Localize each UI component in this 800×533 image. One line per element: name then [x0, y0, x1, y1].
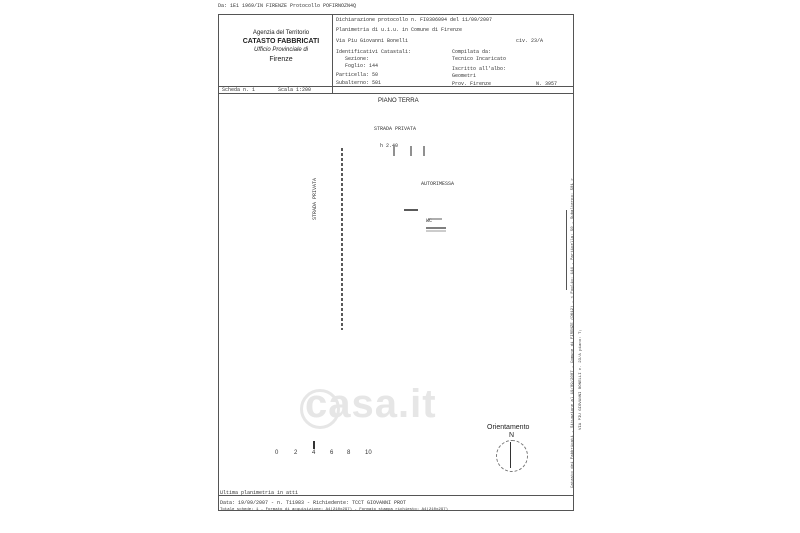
compilata-label: Compilata da: [452, 49, 492, 55]
orientamento-label: Orientamento [487, 424, 530, 431]
footer-line-1: Data: 19/09/2007 - n. T11983 - Richiedente: TCCT GIOVANNI PROT [220, 500, 407, 506]
top-protocol-line: Da: 1E1 1969/IN FIRENZE Protocollo POFIRNOZN4Q [218, 3, 357, 9]
ultima-planimetria: Ultima planimetria in atti [220, 490, 299, 496]
iscritto-label: Iscritto all'albo: [452, 66, 507, 72]
scale-tick-8: 8 [347, 450, 351, 456]
subalterno-line: Subalterno: 501 [336, 80, 382, 86]
foglio-line: Foglio: 144 [345, 63, 379, 69]
floor-label: PIANO TERRA [378, 98, 419, 104]
planimetria-line: Planimetria di u.i.u. in Comune di Firenze [336, 27, 463, 33]
floor-plan-drawing [218, 94, 574, 494]
scala-label: Scala 1:200 [278, 87, 312, 93]
scale-tick-4: 4 [312, 450, 316, 456]
address-line: Via Piu Giovanni Bonelli [336, 38, 409, 44]
scheda-number: Scheda n. 1 [222, 87, 256, 93]
compilatore-name: Tecnico Incaricato [452, 56, 507, 62]
plan-label-side: STRADA PRIVATA [312, 177, 318, 220]
plan-label-bath: WC [426, 218, 433, 224]
particella-line: Particella: 50 [336, 72, 379, 78]
side-text-catasto: Catasto dei Fabbricati - Situazione al 19/09/2007 - Comune di FIRENZE (D612) - < Foglio: 144 - Particella: 50 - Subalterno: 501 > [571, 178, 575, 488]
scale-tick-6: 6 [330, 450, 334, 456]
office-name: Ufficio Provinciale di [253, 47, 309, 53]
registry-name: CATASTO FABBRICATI [242, 38, 320, 45]
side-bracket [566, 210, 567, 290]
north-label: N [509, 432, 515, 439]
city-name: Firenze [269, 56, 293, 63]
civico-line: civ. 23/A [516, 38, 544, 44]
footer-line-2: Totale schede: 1 - Formato di acquisizione: A4(210x297) - Formato stampa richiesto: A4(210x297) [220, 508, 449, 512]
dichiarazione-line: Dichiarazione protocollo n. FI0306094 del 11/09/2007 [336, 17, 493, 23]
albo-name: Geometri [452, 73, 477, 79]
watermark: casa.it [305, 382, 437, 426]
numero-line: N. 3957 [536, 81, 558, 87]
plan-label-height: h 2.40 [380, 143, 399, 149]
header-divider [218, 86, 574, 87]
header-logo-divider [332, 14, 333, 93]
sheet-top-border [218, 14, 574, 15]
prov-line: Prov. Firenze [452, 81, 492, 87]
scale-tick-0: 0 [275, 450, 279, 456]
compass-needle [510, 442, 511, 468]
scale-marker [313, 441, 315, 449]
agency-name: Agenzia del Territorio [252, 30, 310, 36]
identificativi-label: Identificativi Catastali: [336, 49, 412, 55]
plan-label-room: AUTORIMESSA [421, 181, 455, 187]
side-text-address: VIA PIU GIOVANNI BONELLI n. 23/A piano: T; [579, 329, 583, 430]
scale-tick-10: 10 [365, 450, 372, 456]
scale-tick-2: 2 [294, 450, 298, 456]
plan-label-top: STRADA PRIVATA [374, 126, 417, 132]
compass-icon [496, 440, 528, 472]
sezione-line: Sezione: [345, 56, 370, 62]
